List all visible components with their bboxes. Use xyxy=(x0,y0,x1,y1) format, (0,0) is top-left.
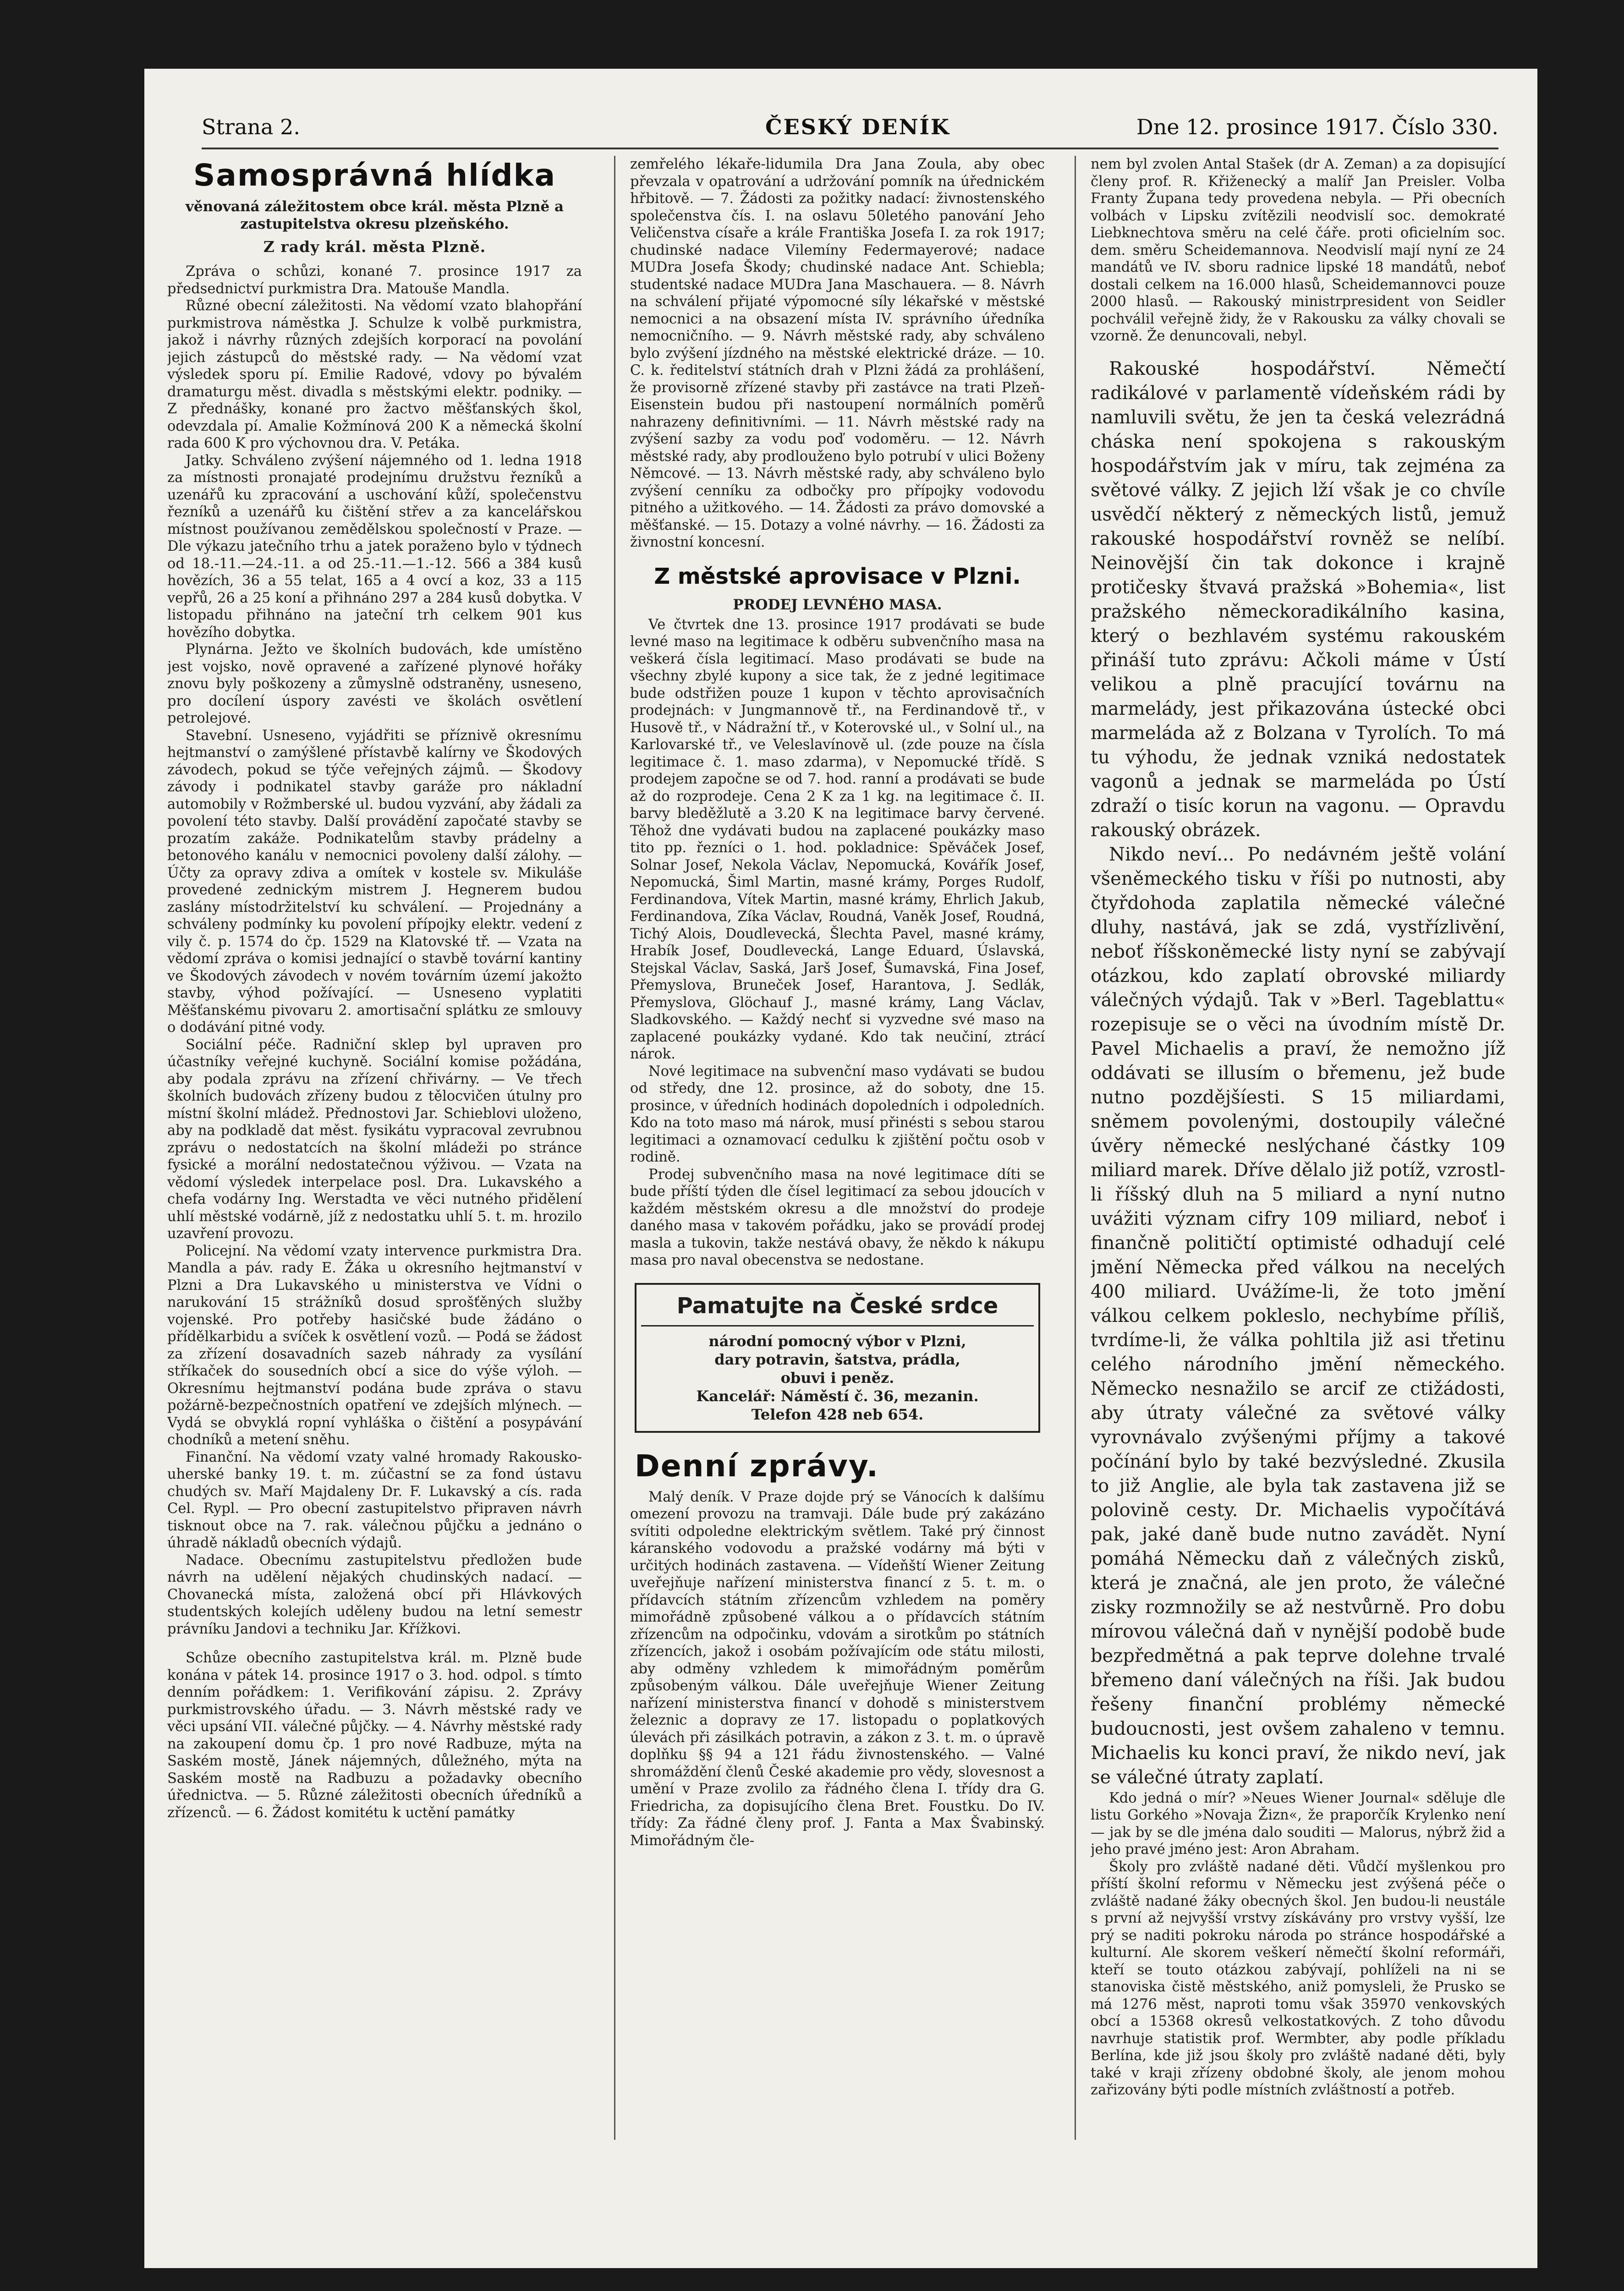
paragraph: Nadace. Obecnímu zastupitelstvu předložen bude návrh na udělení nějakých chudinských nadací. — Chovanecká místa, založená obcí při Hlávkových studentských kolejích uděleny budou na letní semestr právníku Jandovi a techniku Jar. Křížkovi. xyxy=(167,1552,582,1637)
section-heading: Z rady král. města Plzně. xyxy=(263,238,486,256)
paragraph: Kdo jedná o mír? »Neues Wiener Journal« sděluje dle listu Gorkého »Novaja Žizn«, že praporčík Krylenko není — jak by se dle jména dalo souditi — Malorus, nýbrž žid a jeho pravé jméno jest: Aron Abraham. xyxy=(1091,1790,1505,1858)
paragraph: Různé obecní záležitosti. Na vědomí vzato blahopřání purkmistrova náměstka J. Schulze k volbě purkmistra, jakož i návrhy různých zdejších korporací na povolání jejich zástupců do městské rady. — Na vědomí vzat výsledek sporu pí. Emilie Radové, vdovy po bývalém dramaturgu měst. divadla s městskými elektr. podniky. — Z přednášky, konané pro žactvo měšťanských škol, odevzdala pí. Amalie Kožmínová 200 K a německá školní rada 600 K pro výchovnou dra. V. Petáka. xyxy=(167,298,582,451)
paragraph: Stavební. Usneseno, vyjádřiti se příznivě okresnímu hejtmanství o zamýšlené přístavbě kalírny ve Škodových závodech, pokud se týče veřejných zájmů. — Škodovy závody i podnikatel stavby garáže pro nákladní automobily v Rožmberské ul. budou vyzvání, aby žádali za povolení této stavby. Další provádění započaté stavby se prozatím zakáže. Podnikatelům stavby prádelny a betonového kanálu v nemocnici povoleny další zálohy. — Účty za opravy zdiva a omítek v kostele sv. Mikuláše provedené zednickým mistrem J. Hegnerem budou zaslány místodržitelství ku schválení. — Projednány a schváleny podmínky ku povolení přípojky elektr. vedení z vily č. p. 1574 do čp. 1529 na Klatovské tř. — Vzata na vědomí zpráva o komisi jednající o stavbě tovární kantiny ve Škodových závodech v novém továrním území jakožto stavby, výhod požívající. — Usneseno vyplatiti Měšťanskému pivovaru 2. amortisační splátku ze smlouvy o dodávání pitné vody. xyxy=(167,727,582,1036)
section-heading: Z městské aprovisace v Plzni. xyxy=(654,563,1021,589)
paragraph: zemřelého lékaře-lidumila Dra Jana Zoula, aby obec převzala v opatrování a udržování pomník na úřednickém hřbitově. — 7. Žádosti za požitky nadací: živnostenského společenstva čís. I. na oslavu 50letého panování Jeho Veličenstva císaře a krále Františka Josefa I. za rok 1917; chudinské nadace Vilemíny Federmayerové; nadace MUDra Josefa Škody; chudinské nadace Ant. Schiebla; studentské nadace MUDra Jana Maschauera. — 8. Návrh na schválení přijaté výpomocné síly lékařské v městské nemocnici a na obsazení místa IV. správního úředníka nemocničního. — 9. Návrh městské rady, aby schváleno bylo zvýšení jízdného na městské elektrické dráze. — 10. C. k. ředitelství státních drah v Plzni žádá za prohlášení, že provisorně zřízené stavby při zastávce na trati Plzeň-Eisenstein budou při nastoupení normálních poměrů nahrazeny definitivními. — 11. Návrh městské rady na zvýšení sazby za vodu poď vodoměru. — 12. Návrh městské rady, aby prodlouženo bylo potrubí v ulici Boženy Němcové. — 13. Návrh městské rady, aby schváleno bylo zvýšení cenníku za odbočky pro přípojky vodovodu pitného a užitkového. — 14. Žádosti za právo domovské a měšťanské. — 15. Dotazy a volné návrhy. — 16. Žádosti za živnostní koncesní. xyxy=(630,156,1045,550)
paragraph: Nikdo neví... Po nedávném ještě volání všeněmeckého tisku v říši po nutnosti, aby čtyřdohoda zaplatila německé válečné dluhy, nastává, jak se zdá, vystřízlivění, neboť říšskoněmecké listy nyní se zabývají otázkou, kdo zaplatí obrovské miliardy válečných výdajů. Tak v »Berl. Tageblattu« rozepisuje se o věci na úvodním místě Dr. Pavel Michaelis a praví, že nemožno jíž oddávati se illusím o břemenu, jež bude nutno pozdějšíesti. S 15 miliardami, sněmem povolenými, dostoupily válečné úvěry německé neslýchané částky 109 miliard marek. Dříve dělalo již potíž, vzrostl-li říšský dluh na 5 miliard a nyní nutno uvážiti význam cifry 109 miliard, neboť i finančně političtí optimisté odhadují celé jmění Německa před válkou na necelých 400 miliard. Uvážíme-li, že toto jmění válkou celkem pokleslo, nechybíme příliš, tvrdíme-li, že válka pohltila již asi třetinu celého národního jmění německého. Německo nesnažilo se arcif ze ctižádosti, aby útraty válečné za světové války vyrovnávalo zvýšenými příjmy a takové počínání bylo by také bezvýsledné. Zkusila to již Anglie, ale byla tak zastavena již se polovině cesty. Dr. Michaelis vypočítává pak, jaké daně bude nutno zavádět. Nyní pomáhá Německu daň z válečných zisků, která je značná, ale jen proto, že válečné zisky rozmnožily se až nestvůrně. Pro dobu mírovou válečná daň v nynější podobě bude bezpředmětná a pak teprve dolehne trvalé břemeno daní válečných na říši. Jak budou řešeny finanční problémy německé budoucnosti, jest ovšem zahaleno v temnu. Michaelis ku konci praví, že nikdo neví, jak se válečné útraty zaplatí. xyxy=(1091,844,1505,1788)
advert-line: dary potravin, šatstva, prádla, xyxy=(714,1350,960,1368)
paragraph: Prodej subvenčního masa na nové legitimace díti se bude příští týden dle čísel legitimací za sebou jdoucích v každém městském okresu a dle množství do prodeje daného masa v takovém pořádku, jako se provádí prodej masla a tukovin, takže nestává obavy, že někdo k nákupu masa pro naval obecenstva se nedostane. xyxy=(630,1166,1045,1268)
advert-line: Telefon 428 neb 654. xyxy=(751,1405,924,1423)
paragraph: Sociální péče. Radniční sklep byl upraven pro účastníky veřejné kuchyně. Sociální komise požádána, aby podala zprávu na zřízení chřivárny. — Ve třech školních budovách zřízeny budou z tělocvičen útulny pro místní školní mládež. Přednostovi Jar. Schieblovi uloženo, aby na podkladě dat měst. fysikátu vypracoval zevrubnou zprávu o nedostatcích na školní mládeži po stránce fysické a morální nedostatečnou výživou. — Vzata na vědomí výsledek interpelace posl. Dra. Lukavského a chefa vodárny Ing. Werstadta ve věci nutného přidělení uhlí městské vodárně, jíž z nedostatku uhlí 5. t. m. hrozilo uzavření provozu. xyxy=(167,1036,582,1242)
column-2 xyxy=(630,156,1045,2218)
advert-line: Kancelář: Náměstí č. 36, mezanin. xyxy=(696,1387,979,1405)
column-3 xyxy=(1091,156,1505,2218)
column-rule-2 xyxy=(1075,156,1076,2140)
large-type-block xyxy=(1091,357,1505,1790)
spacer xyxy=(1091,345,1505,357)
masthead-rule xyxy=(202,148,1498,149)
paragraph: Jatky. Schváleno zvýšení nájemného od 1. ledna 1918 za místnosti pronajaté prodejnímu družstvu řezníků a uzenářů ku zpracování a uschování kůží, společenstvu řezníků a uzenářů ku čištění střev a za kancelářskou místnost používanou zemědělskou společností v Praze. — Dle výkazu jatečního trhu a jatek poraženo bylo v týdnech od 18.-11.—24.-11. a od 25.-11.—1.-12. 566 a 384 kusů hovězích, 36 a 55 telat, 165 a 4 ovcí a koz, 33 a 115 vepřů, 26 a 25 koní a přihnáno 297 a 284 kusů dobytka. V listopadu přihnáno na jateční trh celkem 901 kus hovězího dobytka. xyxy=(167,452,582,641)
masthead xyxy=(202,115,1498,147)
paragraph: Schůze obecního zastupitelstva král. m. Plzně bude konána v pátek 14. prosince 1917 o 3. hod. odpol. s tímto denním pořádkem: 1. Verifikování zápisu. 2. Zprávy purkmistrovského úřadu. — 3. Návrh městské rady ve věci upsání VII. válečné půjčky. — 4. Návrhy městské rady na zakoupení domu čp. 1 pro nové Radbuze, mýta na Saském mostě, Jánek nájemných, důležného, mýta na Saském mostě na Radbuzu a požadavky obecního úřednictva. — 5. Různé záležitosti obecních úředníků a zřízenců. — 6. Žádost komitétu k uctění památky xyxy=(167,1650,582,1821)
paragraph: Plynárna. Ježto ve školních budovách, kde umístěno jest vojsko, nově opravené a zařízené plynové hořáky znovu byly poškozeny a zůmyslně odstraněny, usneseno, pro docílení úspory zavésti ve školách osvětlení petrolejové. xyxy=(167,641,582,726)
paragraph: Finanční. Na vědomí vzaty valné hromady Rakousko-uherské banky 19. t. m. zúčastní se za fond ústavu chudých sv. Maří Majdaleny Dr. F. Lukavský a cís. rada Cel. Rypl. — Pro obecní zastupitelstvo připraven návrh tisknout obce na 7. rak. válečnou půjčku a jednáno o úhradě nákladů obecních výdajů. xyxy=(167,1449,582,1551)
advert-title: Pamatujte na České srdce xyxy=(676,1293,999,1319)
paragraph: Malý deník. V Praze dojde prý se Vánocích k dalšímu omezení provozu na tramvaji. Dále bude prý zakázáno svítiti odpoledne elektrickým světlem. Také prý činnost káranského vodovodu a pražské vodárny má býti v určitých hodinách zastavena. — Vídeňští Wiener Zeitung uveřejňuje nařízení ministerstva financí z 5. t. m. o přídavcích státním zřízencům vzhledem na poměry mimořádně způsobené válkou a o přídavcích státním zřízencům na odpočinku, vdovám a sirotkům po státních zřízencích, jakož i osobám požívajícím ode státu milosti, aby odměny vzhledem k mimořádným poměrům způsobeným válkou. Dále uveřejňuje Wiener Zeitung nařízení ministerstva financí v dohodě s ministerstvem železnic a dopravy ze 17. listopadu o poplatkových úlevách při zásilkách potravin, a zákon z 3. t. m. o úpravě doplňku §§ 94 a 121 řádu živnostenského. — Valné shromáždění členů České akademie pro vědy, slovesnost a umění v Praze zvolilo za řádného člena I. třídy dra G. Friedricha, za dopisujícího člena Bret. Foustku. Do IV. třídy: Za řádné členy prof. J. Fanta a Max Švabinský. Mimořádným čle- xyxy=(630,1489,1045,1849)
page-number: Strana 2. xyxy=(202,115,300,139)
column-rule-1 xyxy=(614,156,615,2140)
paragraph: Zpráva o schůzi, konané 7. prosince 1917 za předsednictví purkmistra Dra. Matouše Mandla. xyxy=(167,263,582,297)
column-subheading: věnovaná záležitostem obce král. města Plzně a zastupitelstva okresu plzeňského. xyxy=(185,198,564,232)
advert-box xyxy=(635,1283,1040,1433)
paragraph: Rakouské hospodářství. Němečtí radikálové v parlamentě vídeňském rádi by namluvili světu, že jen ta česká velezrádná cháska není spokojena s rakouským hospodářstvím jak v míru, tak zejména za světové války. Z jejich lží však je co chvíle usvědčí některý z německých listů, jemuž rakouské hospodářství rovněž se nelíbí. Neinovější čin tak dokonce i krajně protičesky štvavá pražská »Bohemia«, list pražského německoradikálního kasina, který o bezhlavém systému rakouském přináší tuto zprávu: Ačkoli máme v Ústí velikou a plně pracující továrnu na marmelády, jest přikazována ústecké obci marmeláda až z Bolzana v Tyrolích. To má tu výhodu, že jednak vzniká nedostatek vagonů a jednak se marmeláda po Ústí zdraží o tisíc korun na vagonu. — Opravdu rakouský obrázek. xyxy=(1091,358,1505,841)
advert-rule xyxy=(641,1325,1034,1326)
column-heading: Samosprávná hlídka xyxy=(193,158,556,193)
issue-date: Dne 12. prosince 1917. Číslo 330. xyxy=(1136,115,1498,139)
paragraph: Nové legitimace na subvenční maso vydávati se budou od středy, dne 12. prosince, až do soboty, dne 15. prosince, v úředních hodinách dopoledních i odpoledních. Kdo na toto maso má nárok, musí přinésti s sebou starou legitimaci a oznamovací cedulku k zjištění počtu osob v rodině. xyxy=(630,1063,1045,1165)
section-heading: Denní zprávy. xyxy=(635,1448,879,1484)
column-1 xyxy=(167,156,582,2218)
newspaper-title: ČESKÝ DENÍK xyxy=(765,115,950,139)
paragraph: Policejní. Na vědomí vzaty intervence purkmistra Dra. Mandla a páv. rady E. Žáka u okresního hejtmanství v Plzni a Dra Lukavského u ministerstva ve Vídni o narukování 15 strážníků dosud sprošťěných služby vojenské. Pro potřeby hasičské bude žádáno o přídělkarbidu a svíček k osvětlení vozů. — Podá se žádost za zřízení dosavadních sazeb náhrady za vysílání stříkaček do sousedních obcí a sice do výše výloh. — Okresnímu hejtmanství podána bude zpráva o stavu požárně-bezpečnostních opatření ve zdejších mlýnech. — Vydá se obvyklá ropní vyhláška o čištění a posypávání chodníků a metení sněhu. xyxy=(167,1243,582,1448)
newspaper-page xyxy=(144,69,1537,2268)
paragraph: Ve čtvrtek dne 13. prosince 1917 prodávati se bude levné maso na legitimace k odběru subvenčního masa na veškerá čísla legitimací. Maso prodávati se bude na všechny zbylé kupony a sice tak, že z jedné legitimace bude odstřižen pouze 1 kupon v těchto aprovisačních prodejnách: v Jungmannově tř., na Ferdinandově tř., v Husově tř., v Nádražní tř., v Koterovské ul., v Solní ul., na Karlovarské tř., ve Veleslavínově ul. (zde pouze na čísla legitimace č. 1. maso zdarma), v Nepomucké třídě. S prodejem započne se od 7. hod. ranní a prodávati se bude až do rozprodeje. Cena 2 K za 1 kg. na legitimace č. II. barvy bleděžlutě a 3.20 K na legitimace barvy červené. Těhož dne vydávati budou na zaplacené poukázky maso tito pp. řezníci o 1. hod. pokladnice: Spěváček Josef, Solnar Josef, Nekola Václav, Nepomucká, Kovářík Josef, Nepomucká, Šiml Martin, masné krámy, Porges Rudolf, Ferdinandova, Vítek Martin, masné krámy, Ehrlich Jakub, Ferdinandova, Zíka Václav, Roudná, Vaněk Josef, Roudná, Tichý Alois, Doudlevecká, Šlechta Pavel, masné krámy, Hrabík Josef, Doudlevecká, Lange Eduard, Úslavská, Stejskal Václav, Saská, Jarš Josef, Šumavská, Fina Josef, Přemyslova, Bruneček Josef, Harantova, J. Sedlák, Přemyslova, Glöchauf J., masné krámy, Lang Václav, Sladkovského. — Každý nechť si vyzvedne své maso na zaplacené poukázky vydané. Kdo tak neučiní, ztrácí nárok. xyxy=(630,616,1045,1062)
advert-line: národní pomocný výbor v Plzni, xyxy=(708,1332,966,1350)
paragraph: nem byl zvolen Antal Stašek (dr A. Zeman) a za dopisující členy prof. R. Křiženecký a malíř Jan Preisler. Volba Franty Župana tedy provedena nebyla. — Při obecních volbách v Lipsku zvítězili neodvislí soc. demokraté Liebknechtova směru na celé čáře. proti oficielním soc. dem. směru Scheidemannova. Neodvislí mají nyní ze 24 mandátů ve IV. sboru radnice lipské 18 mandátů, neboť dostali celkem na 16.000 hlasů, Scheidemannovci pouze 2000 hlasů. — Rakouský ministrpresident von Seidler pochválil veřejně židy, že v Rakousku za války chovali se vzorně. Že denuncovali, nebyl. xyxy=(1091,156,1505,344)
spacer xyxy=(167,1638,582,1650)
section-subheading: PRODEJ LEVNÉHO MASA. xyxy=(733,596,942,613)
paragraph: Školy pro zvláště nadané děti. Vůdčí myšlenkou pro příští školní reformu v Německu jest zvýšená péče o zvláště nadané žáky obecných škol. Jen budou-li neustále s první až nejvyšší vrstvy získávány pro vrstvy vyšší, lze prý se naditi pokroku národa po stránce hospodářské a kulturní. Ale skorem veškerí němečtí školní reformáři, kteří se touto otázkou zabývají, pohlíželi na ni se stanoviska čistě městského, aniž pomysleli, že Prusko se má 1276 měst, naproti tomu však 35970 venkovských obcí a 15368 okresů velkostatkových. Z toho důvodu navrhuje statistik prof. Wermbter, aby podle příkladu Berlína, kde již jsou školy pro zvláště nadané děti, byly také v kraji zřízeny obdobné školy, ale jenom mohou zařizovány býti podle místních zvláštností a potřeb. xyxy=(1091,1858,1505,2098)
advert-line: obuvi i peněz. xyxy=(780,1369,894,1387)
